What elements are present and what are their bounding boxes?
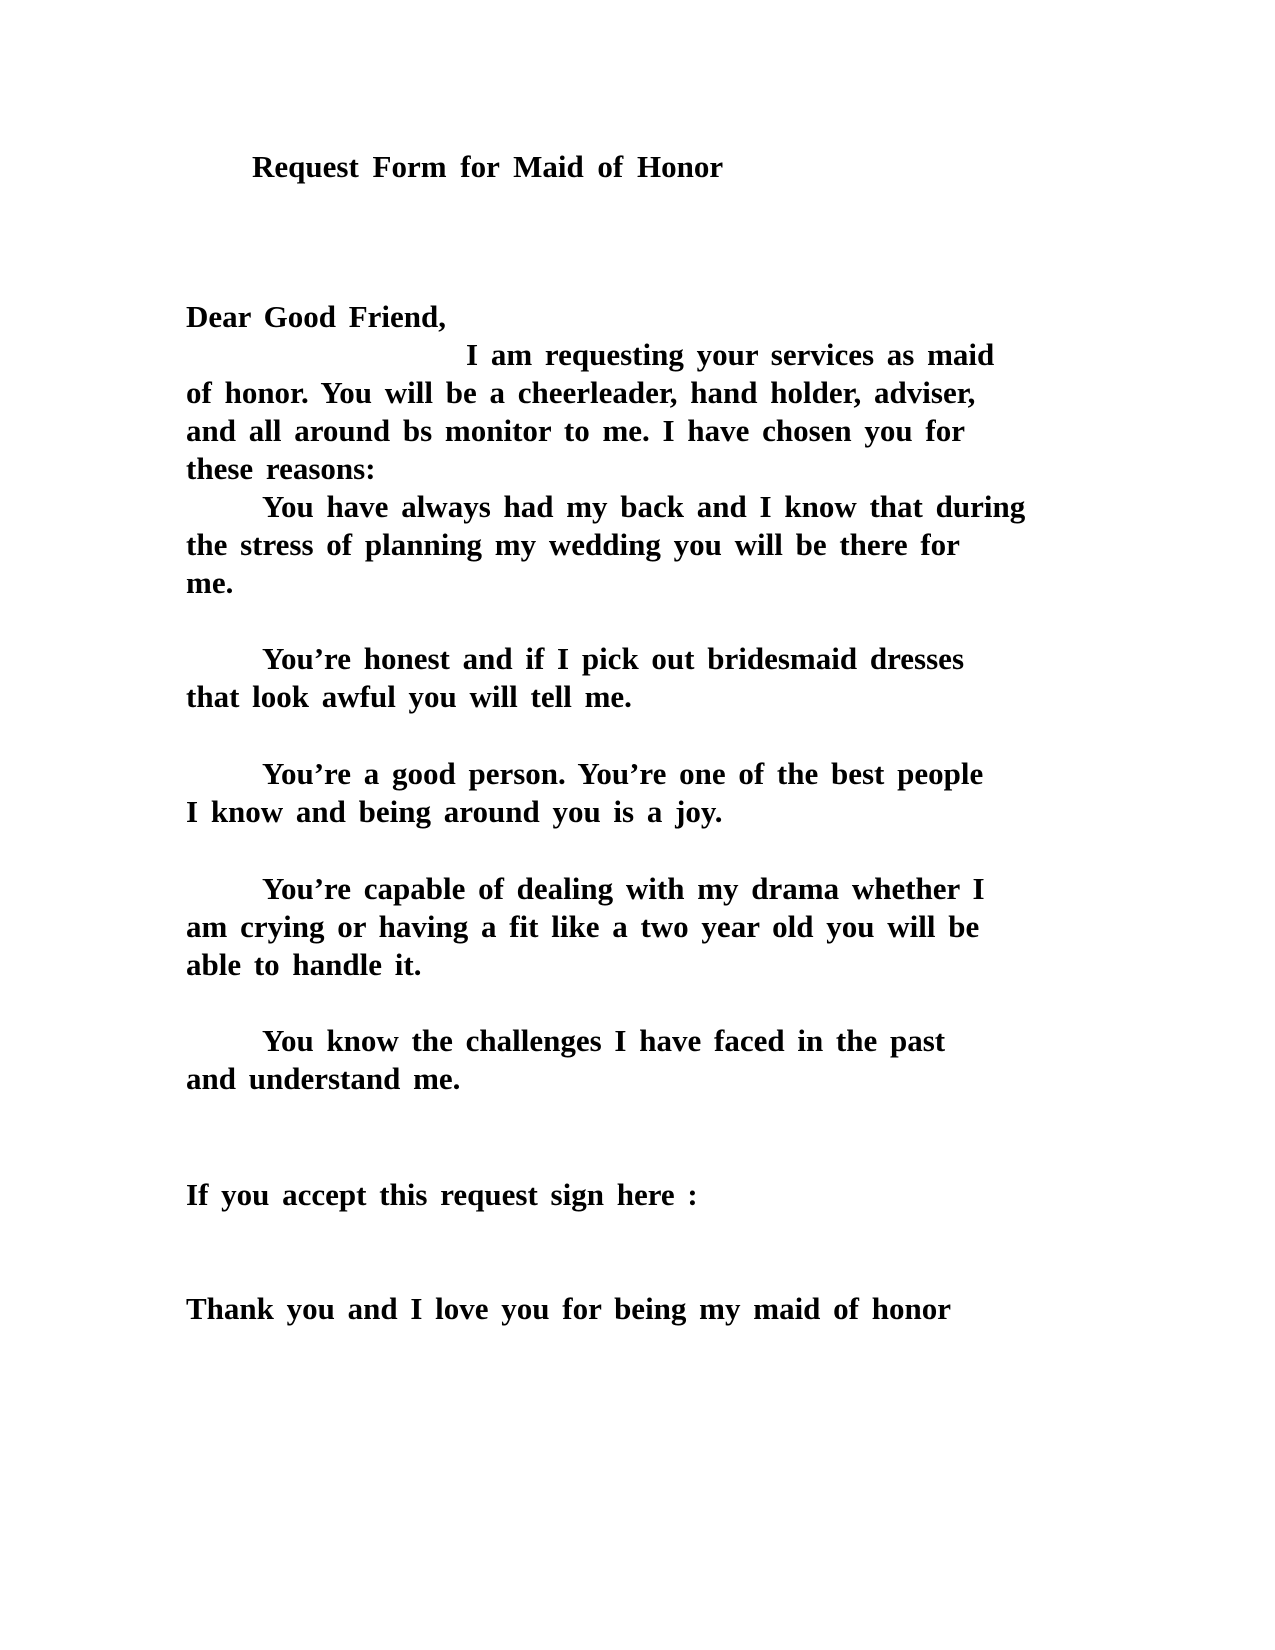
salutation: Dear Good Friend, bbox=[186, 299, 446, 334]
intro-line-3: and all around bs monitor to me. I have chosen you for bbox=[186, 413, 965, 448]
reason-4-line-1: You’re capable of dealing with my drama whether I bbox=[262, 871, 985, 906]
reason-2-line-2: that look awful you will tell me. bbox=[186, 679, 632, 714]
reason-3-line-2: I know and being around you is a joy. bbox=[186, 794, 723, 829]
reason-5-line-2: and understand me. bbox=[186, 1061, 461, 1096]
reason-4-line-3: able to handle it. bbox=[186, 947, 422, 982]
closing-line: Thank you and I love you for being my maid of honor bbox=[186, 1291, 951, 1326]
reason-4-line-2: am crying or having a fit like a two year old you will be bbox=[186, 909, 980, 944]
intro-line-4: these reasons: bbox=[186, 451, 376, 486]
reason-1-line-1: You have always had my back and I know that during bbox=[262, 489, 1026, 524]
reason-1-line-3: me. bbox=[186, 565, 234, 600]
reason-3-line-1: You’re a good person. You’re one of the best people bbox=[262, 756, 984, 791]
reason-5-line-1: You know the challenges I have faced in the past bbox=[262, 1023, 946, 1058]
reason-1-line-2: the stress of planning my wedding you will be there for bbox=[186, 527, 960, 562]
signature-prompt: If you accept this request sign here : bbox=[186, 1177, 698, 1212]
document-title: Request Form for Maid of Honor bbox=[252, 149, 724, 184]
reason-2-line-1: You’re honest and if I pick out bridesmaid dresses bbox=[262, 641, 965, 676]
intro-line-1: I am requesting your services as maid bbox=[466, 337, 995, 372]
intro-line-2: of honor. You will be a cheerleader, hand holder, adviser, bbox=[186, 375, 976, 410]
